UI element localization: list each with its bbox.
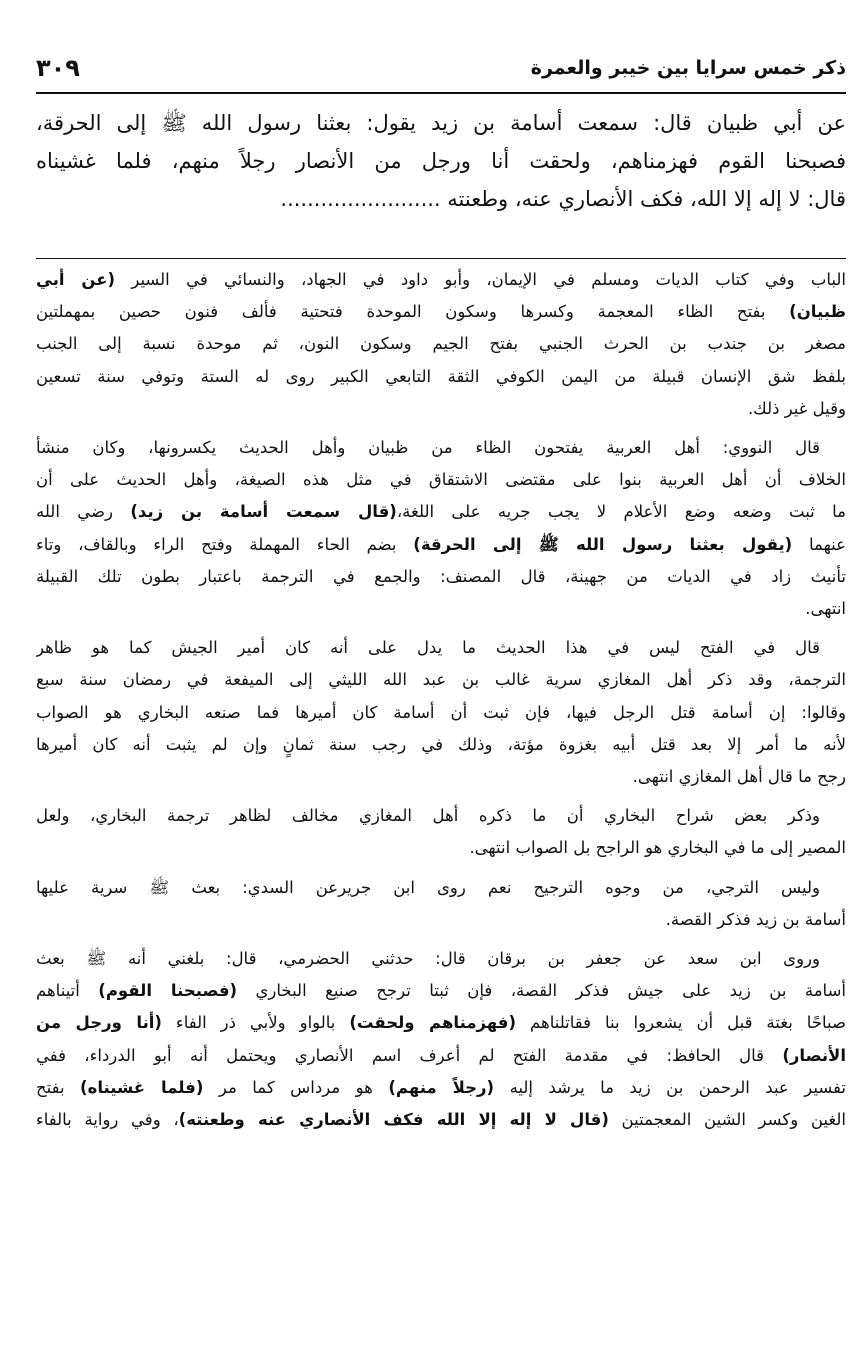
commentary-line: انتهى. <box>805 599 846 619</box>
commentary-line: ظبيان) بفتح الظاء المعجمة وكسرها وسكون الموحدة فتحتية فألف فنون حصين بمهملتين <box>36 302 846 322</box>
bold-quote: (رجلاً منهم) <box>388 1077 495 1097</box>
commentary-line: وقيل غير ذلك. <box>747 398 846 418</box>
commentary-line: صباحًا بغتة قبل أن يشعروا بنا فقاتلناهم (فهزمناهم ولحقت) بالواو ولأبي ذر الفاء (أنا ورجل من <box>36 1013 846 1033</box>
commentary-line: الترجمة، وقد ذكر أهل المغازي سرية غالب بن عبد الله الليثي إلى الميفعة في رمضان سنة سبع <box>36 670 846 690</box>
commentary-line: المصير إلى ما في البخاري هو الراجح بل الصواب انتهى. <box>469 838 846 858</box>
bold-quote: (عن أبي <box>36 270 116 289</box>
commentary-line: لأنه ما أمر إلا بعد قتل أبيه بغزوة مؤتة، وذلك في رجب سنة ثمانٍ وإن لم يثبت أنه كان أميرها <box>36 734 846 754</box>
commentary-divider <box>36 258 846 259</box>
commentary-text <box>36 264 846 1136</box>
commentary-line: عنهما (يقول بعثنا رسول الله ﷺ إلى الحرقة) بضم الحاء المهملة وفتح الراء وبالقاف، وتاء <box>36 534 846 554</box>
page-number: ٣٠٩ <box>36 54 80 82</box>
commentary-line: وروى ابن سعد عن جعفر بن برقان قال: حدثني الحضرمي، قال: بلغني أنه ﷺ بعث <box>36 949 820 969</box>
bold-quote: (قال لا إله إلا الله فكف الأنصاري عنه وطعنته) <box>178 1110 609 1130</box>
commentary-line: وقالوا: إن أسامة قتل الرجل فيها، فإن ثبت أن أسامة كان أميرها فما صنعه البخاري هو الصواب <box>36 702 846 722</box>
commentary-line: الخلاف أن أهل العربية بنوا على مقتضى الاشتقاق في مثل هذه الصيغة، وأهل الحديث على أن <box>36 470 846 490</box>
commentary-line: تأنيث زاد في الديات من جهينة، قال المصنف: والجمع في الترجمة باعتبار بطون تلك القبيلة <box>36 566 846 586</box>
hadith-text <box>36 104 846 218</box>
commentary-line: وذكر بعض شراح البخاري أن ما ذكره أهل المغازي مخالف لظاهر ترجمة البخاري، ولعل <box>36 806 820 826</box>
bold-quote: (فصبحنا القوم) <box>98 981 238 1001</box>
paragraph-gap <box>36 936 846 943</box>
bold-quote: (قال سمعت أسامة بن زيد) <box>130 502 397 522</box>
commentary-line: بلفظ شق الإنسان قبيلة من اليمن الكوفي الثقة التابعي الكبير روى له الستة وتوفي سنة تسعين <box>36 366 846 386</box>
commentary-line: قال النووي: أهل العربية يفتحون الظاء من ظبيان وأهل الحديث يكسرونها، وكان منشأ <box>36 438 820 458</box>
commentary-line: الأنصار) قال الحافظ: في مقدمة الفتح لم أعرف اسم الأنصاري ويحتمل أنه أبو الدرداء، ففي <box>36 1045 846 1065</box>
commentary-line: أسامة بن زيد على جيش فذكر القصة، فإن ثبتا ترجح صنيع البخاري (فصبحنا القوم) أتيناهم <box>36 981 846 1001</box>
hadith-line: عن أبي ظبيان قال: سمعت أسامة بن زيد يقول: بعثنا رسول الله ﷺ إلى الحرقة، <box>36 111 846 135</box>
commentary-line: قال في الفتح ليس في هذا الحديث ما يدل على أنه كان أمير الجيش كما هو ظاهر <box>36 638 820 658</box>
commentary-line: تفسير عبد الرحمن بن زيد ما يرشد إليه (رجلاً منهم) هو مرداس كما مر (فلما غشيناه) بفتح <box>36 1077 846 1097</box>
book-page <box>36 0 846 1364</box>
header-divider <box>36 92 846 94</box>
bold-quote: (أنا ورجل من <box>36 1013 162 1033</box>
bold-quote: ظبيان) <box>789 302 846 322</box>
page-header <box>36 50 846 90</box>
paragraph-gap <box>36 793 846 800</box>
commentary-line: ما ثبت وضعه وضع الأعلام لا يجب جريه على اللغة،(قال سمعت أسامة بن زيد) رضي الله <box>36 502 846 522</box>
paragraph-gap <box>36 425 846 432</box>
commentary-line: الباب وفي كتاب الديات ومسلم في الإيمان، وأبو داود في الجهاد، والنسائي في السير (عن أبي <box>36 270 846 289</box>
bold-quote: (فهزمناهم ولحقت) <box>349 1013 517 1033</box>
hadith-line: قال: لا إله إلا الله، فكف الأنصاري عنه، وطعنته ........................ <box>280 187 846 211</box>
commentary-line: وليس الترجي، من وجوه الترجيح نعم روى ابن جريرعن السدي: بعث ﷺ سرية عليها <box>36 877 820 897</box>
bold-quote: الأنصار) <box>782 1045 846 1065</box>
running-title: ذكر خمس سرايا بين خيبر والعمرة <box>530 57 846 79</box>
commentary-line: الغين وكسر الشين المعجمتين (قال لا إله إلا الله فكف الأنصاري عنه وطعنته)، وفي رواية بالفاء <box>36 1110 846 1130</box>
paragraph-gap <box>36 865 846 872</box>
commentary-line: أسامة بن زيد فذكر القصة. <box>665 909 846 929</box>
hadith-line: فصبحنا القوم فهزمناهم، ولحقت أنا ورجل من الأنصار رجلاً منهم، فلما غشيناه <box>36 149 846 173</box>
bold-quote: (فلما غشيناه) <box>80 1077 204 1097</box>
commentary-line: مصغر بن جندب بن الحرث الجنبي بفتح الجيم وسكون النون، ثم موحدة نسبة إلى الجنب <box>36 334 846 354</box>
paragraph-gap <box>36 625 846 632</box>
bold-quote: (يقول بعثنا رسول الله ﷺ إلى الحرقة) <box>413 534 793 554</box>
commentary-line: رجح ما قال أهل المغازي انتهى. <box>632 767 846 787</box>
